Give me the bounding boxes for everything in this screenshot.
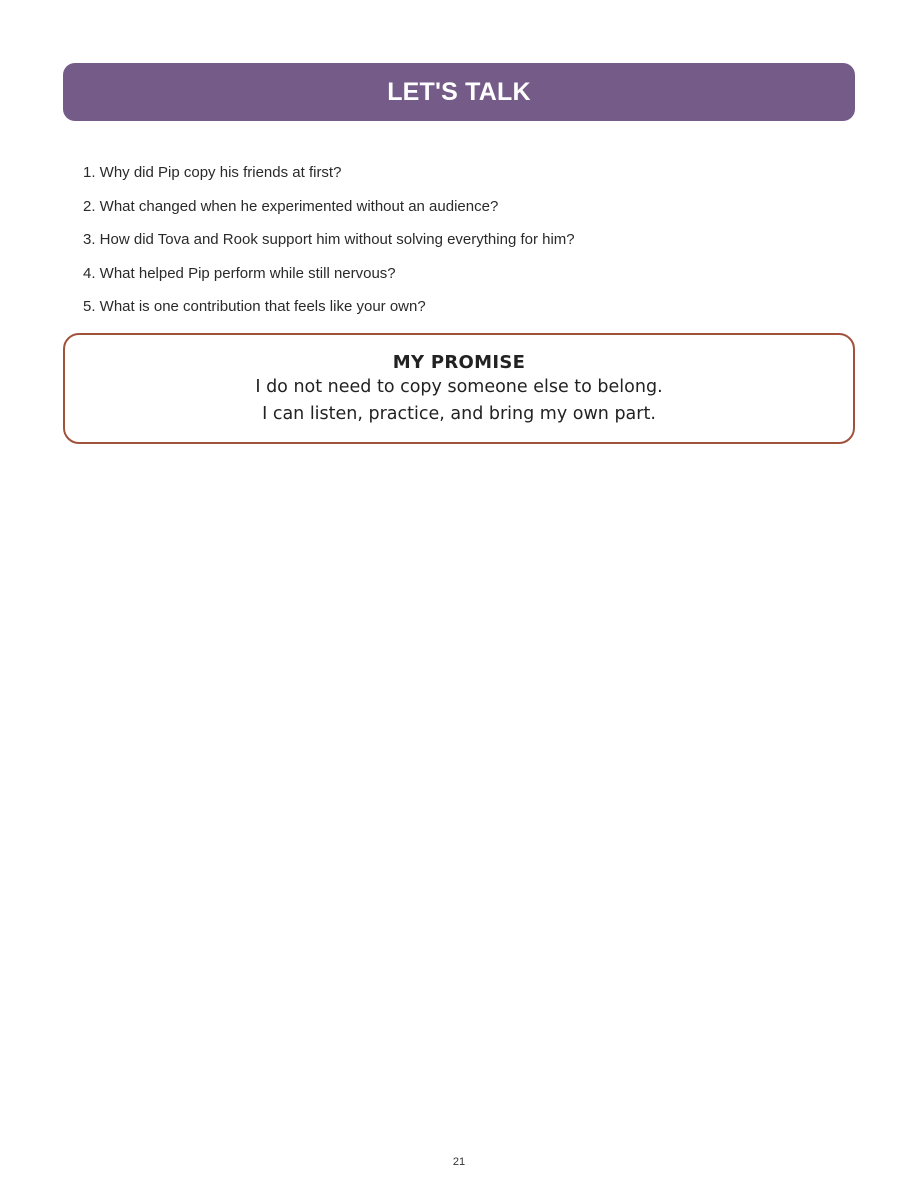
- promise-line: I do not need to copy someone else to belong.: [255, 377, 663, 397]
- question-item: 3. How did Tova and Rook support him without solving everything for him?: [83, 231, 575, 248]
- promise-line: I can listen, practice, and bring my own part.: [262, 404, 656, 424]
- my-promise-box: [63, 333, 855, 444]
- promise-title: MY PROMISE: [392, 352, 526, 373]
- discussion-questions-list: [83, 163, 575, 331]
- page-number: 21: [452, 1156, 466, 1168]
- question-item: 2. What changed when he experimented without an audience?: [83, 197, 499, 215]
- question-item: 5. What is one contribution that feels like your own?: [83, 298, 426, 315]
- lets-talk-banner: [63, 63, 855, 121]
- banner-title: LET'S TALK: [387, 78, 531, 106]
- question-item: 1. Why did Pip copy his friends at first?: [83, 164, 342, 181]
- question-item: 4. What helped Pip perform while still nervous?: [83, 264, 396, 282]
